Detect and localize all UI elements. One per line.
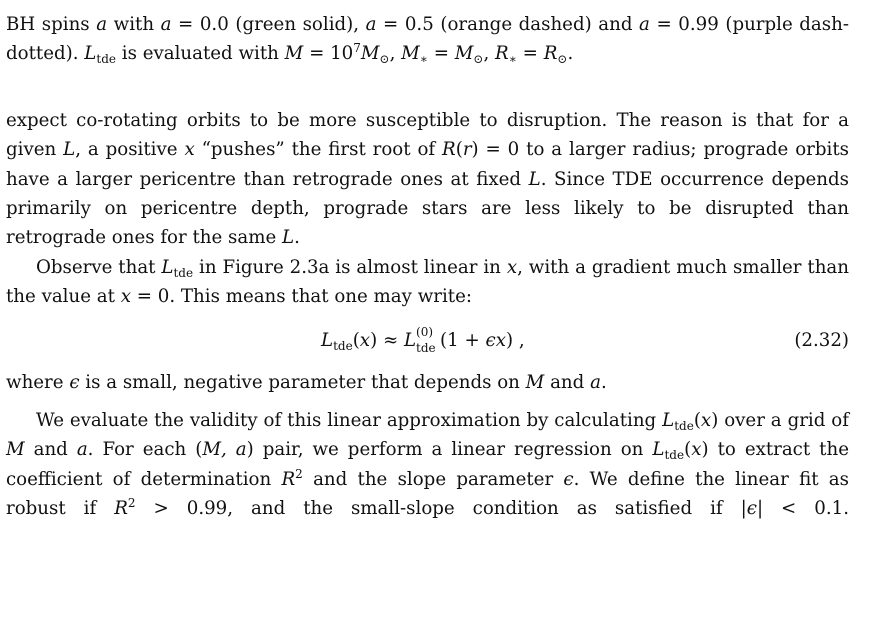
figure-caption: BH spins a with a = 0.0 (green solid), a = 0.5 (orange dashed) and a = 0.99 (purple dash-dotted). $L_{tde}$ is evaluated with $M = 10^7M_⊙$, $M_∗ = M_⊙$, $R_∗ = R_⊙$. [6,14,849,67]
paragraph-prograde: expect co-rotating orbits to be more susceptible to disruption. The reason is that for a given L, a positive x “pushes” the first root of R(r) = 0 to a larger radius; prograde orbits have a larger pericentre than retrograde ones at fixed L. Since TDE occurrence depends primarily on pericentre depth, prograde stars are less likely to be disrupted than retrograde ones for the same L. [6,109,849,249]
paragraph-linearity: Observe that $L_{tde}$ in Figure 2.3a is almost linear in x, with a gradient much smaller than the value at x = 0. This means that one may write: [6,256,849,308]
paragraph-epsilon: where ϵ is a small, negative parameter that depends on M and a. [6,371,607,393]
paragraph-validity: We evaluate the validity of this linear approximation by calculating $L_{tde}(x)$ over a grid of M and a. For each (M, a) pair, we perform a linear regression on $L_{tde}(x)$ to extract the coefficient of determination $R^2$ and the slope parameter ϵ. We define the linear fit as robust if $R^2 > 0.99$, and the small-slope condition as satisfied if |ϵ| < 0.1. [6,410,849,520]
equation-number: (2.32) [794,329,849,351]
equation-2-32 [6,312,849,368]
equation-body: $L_{tde}(x) \approx L$ (0) tde (1 + ϵx) , [321,324,525,355]
